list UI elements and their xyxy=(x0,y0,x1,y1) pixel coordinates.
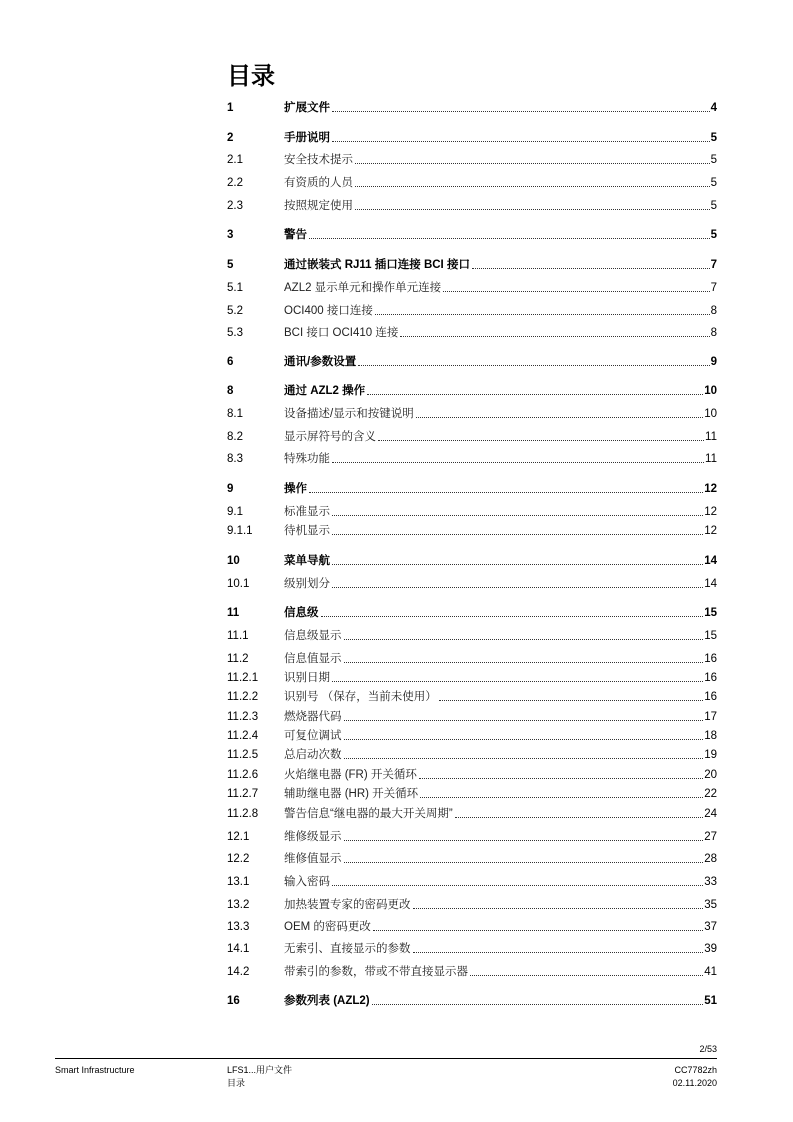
toc-entry-title: 按照规定使用 xyxy=(284,200,353,212)
toc-entry-number: 11.2.1 xyxy=(227,672,259,684)
toc-entry-number: 11.2.8 xyxy=(227,808,259,820)
toc-leader-dots xyxy=(367,393,703,395)
toc-entry-page: 24 xyxy=(704,808,717,820)
toc-entry-number: 12.2 xyxy=(227,853,250,865)
toc-leader-dots xyxy=(332,884,703,886)
toc-entry[interactable] xyxy=(227,226,717,242)
toc-entry-number: 2.3 xyxy=(227,200,243,212)
toc-entry-title: 维修级显示 xyxy=(284,831,342,843)
toc-entry-title: 火焰继电器 (FR) 开关循环 xyxy=(284,769,417,781)
toc-leader-dots xyxy=(344,661,704,663)
toc-entry-title: 识别日期 xyxy=(284,672,330,684)
toc-entry-page: 17 xyxy=(704,711,717,723)
toc-entry[interactable] xyxy=(227,627,717,643)
toc-entry[interactable] xyxy=(227,650,717,666)
toc-entry-number: 11.2.3 xyxy=(227,711,259,723)
toc-entry-number: 11.2 xyxy=(227,653,249,665)
toc-entry-page: 12 xyxy=(704,506,717,518)
toc-entry-page: 41 xyxy=(704,966,717,978)
toc-leader-dots xyxy=(344,719,704,721)
toc-entry-number: 5.2 xyxy=(227,305,243,317)
toc-leader-dots xyxy=(470,974,703,976)
toc-entry[interactable] xyxy=(227,746,717,762)
toc-entry-number: 13.3 xyxy=(227,921,250,933)
toc-entry-number: 12.1 xyxy=(227,831,250,843)
toc-entry-number: 13.1 xyxy=(227,876,250,888)
toc-entry-number: 8.1 xyxy=(227,408,243,420)
toc-entry-title: 特殊功能 xyxy=(284,453,330,465)
toc-entry-title: BCI 接口 OCI410 连接 xyxy=(284,327,399,339)
toc-entry-number: 11.2.7 xyxy=(227,788,259,800)
toc-entry[interactable] xyxy=(227,382,717,398)
toc-entry-page: 15 xyxy=(704,607,717,619)
toc-entry-page: 22 xyxy=(704,788,717,800)
toc-leader-dots xyxy=(372,1003,704,1005)
toc-entry[interactable] xyxy=(227,450,717,466)
toc-entry-number: 5 xyxy=(227,259,234,271)
toc-entry-page: 4 xyxy=(710,102,717,114)
toc-leader-dots xyxy=(309,237,710,239)
toc-entry-page: 11 xyxy=(705,431,717,443)
toc-entry-title: 级别划分 xyxy=(284,578,330,590)
toc-entry-title: 输入密码 xyxy=(284,876,330,888)
toc-entry-page: 14 xyxy=(704,555,717,567)
toc-entry-page: 7 xyxy=(710,282,717,294)
toc-entry-title: 安全技术提示 xyxy=(284,154,353,166)
toc-leader-dots xyxy=(355,162,710,164)
toc-entry-page: 7 xyxy=(710,259,717,271)
footer-doc-code: CC7782zh xyxy=(674,1065,717,1075)
toc-entry[interactable] xyxy=(227,480,717,496)
toc-entry-page: 5 xyxy=(710,154,717,166)
toc-entry-number: 14.1 xyxy=(227,943,250,955)
toc-entry-number: 6 xyxy=(227,356,234,368)
toc-entry-title: 标准显示 xyxy=(284,506,330,518)
toc-entry-title: 加热装置专家的密码更改 xyxy=(284,899,411,911)
toc-leader-dots xyxy=(332,533,703,535)
toc-entry-title: 有资质的人员 xyxy=(284,177,353,189)
toc-leader-dots xyxy=(416,416,704,418)
toc-entry-title: 燃烧器代码 xyxy=(284,711,342,723)
footer-doc-title: LFS1...用户文件 xyxy=(227,1065,293,1075)
toc-leader-dots xyxy=(332,563,703,565)
toc-entry-page: 35 xyxy=(704,899,717,911)
toc-leader-dots xyxy=(443,290,709,292)
toc-entry[interactable] xyxy=(227,918,717,934)
toc-entry-page: 8 xyxy=(710,305,717,317)
toc-entry-page: 37 xyxy=(704,921,717,933)
toc-entry-page: 19 xyxy=(704,749,717,761)
toc-leader-dots xyxy=(472,267,710,269)
toc-entry[interactable] xyxy=(227,405,717,421)
toc-entry[interactable] xyxy=(227,828,717,844)
toc-leader-dots xyxy=(355,185,710,187)
toc-entry-title: 信息级显示 xyxy=(284,630,342,642)
toc-entry-page: 20 xyxy=(704,769,717,781)
toc-leader-dots xyxy=(332,110,710,112)
toc-entry[interactable] xyxy=(227,428,717,444)
toc-entry-number: 5.1 xyxy=(227,282,243,294)
toc-entry-title: 参数列表 (AZL2) xyxy=(284,995,370,1007)
toc-entry-title: 警告信息“继电器的最大开关周期” xyxy=(284,808,453,820)
toc-leader-dots xyxy=(419,777,703,779)
toc-entry-title: 手册说明 xyxy=(284,132,330,144)
toc-entry[interactable] xyxy=(227,302,717,318)
toc-entry-number: 9 xyxy=(227,483,234,495)
toc-entry-title: 维修值显示 xyxy=(284,853,342,865)
toc-entry-number: 1 xyxy=(227,102,234,114)
toc-entry[interactable] xyxy=(227,669,717,685)
page-number: 2/53 xyxy=(699,1044,717,1054)
toc-leader-dots xyxy=(413,907,704,909)
toc-entry[interactable] xyxy=(227,197,717,213)
toc-leader-dots xyxy=(358,364,709,366)
toc-entry-title: 总启动次数 xyxy=(284,749,342,761)
toc-entry[interactable] xyxy=(227,873,717,889)
toc-entry[interactable] xyxy=(227,963,717,979)
toc-entry-title: 信息值显示 xyxy=(284,653,342,665)
toc-entry[interactable] xyxy=(227,503,717,519)
toc-entry-page: 27 xyxy=(704,831,717,843)
footer-section: 目录 xyxy=(227,1078,246,1088)
toc-leader-dots xyxy=(332,586,703,588)
toc-leader-dots xyxy=(344,757,704,759)
toc-entry[interactable] xyxy=(227,766,717,782)
toc-entry[interactable] xyxy=(227,727,717,743)
toc-entry-title: 菜单导航 xyxy=(284,555,330,567)
toc-entry-number: 10.1 xyxy=(227,578,250,590)
toc-entry-page: 5 xyxy=(710,132,717,144)
toc-entry-page: 5 xyxy=(710,177,717,189)
toc-entry-title: 带索引的参数，带或不带直接显示器 xyxy=(284,966,468,978)
toc-entry-number: 11 xyxy=(227,607,240,619)
toc-leader-dots xyxy=(344,638,704,640)
toc-entry-page: 9 xyxy=(710,356,717,368)
toc-entry-title: 显示屏符号的含义 xyxy=(284,431,376,443)
toc-entry-page: 18 xyxy=(704,730,717,742)
toc-entry-page: 14 xyxy=(704,578,717,590)
toc-entry[interactable] xyxy=(227,805,717,821)
toc-entry-page: 51 xyxy=(704,995,717,1007)
toc-leader-dots xyxy=(373,929,703,931)
toc-entry-number: 13.2 xyxy=(227,899,250,911)
toc-entry-number: 8.2 xyxy=(227,431,243,443)
toc-leader-dots xyxy=(455,816,704,818)
toc-entry-number: 14.2 xyxy=(227,966,250,978)
toc-entry-page: 10 xyxy=(704,385,717,397)
toc-entry-title: 通过嵌装式 RJ11 插口连接 BCI 接口 xyxy=(284,259,470,271)
toc-entry-page: 16 xyxy=(704,672,717,684)
toc-entry-title: 设备描述/显示和按键说明 xyxy=(284,408,414,420)
toc-entry[interactable] xyxy=(227,604,717,620)
footer-divider xyxy=(55,1058,717,1059)
toc-entry-number: 11.2.6 xyxy=(227,769,259,781)
toc-entry-number: 2.1 xyxy=(227,154,243,166)
toc-leader-dots xyxy=(420,796,703,798)
toc-entry[interactable] xyxy=(227,522,717,538)
toc-leader-dots xyxy=(400,335,709,337)
toc-entry[interactable] xyxy=(227,575,717,591)
toc-entry[interactable] xyxy=(227,279,717,295)
toc-leader-dots xyxy=(309,491,703,493)
toc-entry[interactable] xyxy=(227,850,717,866)
toc-entry[interactable] xyxy=(227,353,717,369)
toc-leader-dots xyxy=(355,208,710,210)
toc-entry-page: 8 xyxy=(710,327,717,339)
toc-entry[interactable] xyxy=(227,99,717,115)
toc-entry-page: 16 xyxy=(704,653,717,665)
toc-leader-dots xyxy=(378,439,704,441)
toc-entry[interactable] xyxy=(227,324,717,340)
toc-entry-page: 5 xyxy=(710,200,717,212)
toc-entry-page: 28 xyxy=(704,853,717,865)
toc-entry-title: 扩展文件 xyxy=(284,102,330,114)
toc-entry-page: 39 xyxy=(704,943,717,955)
toc-entry-title: 待机显示 xyxy=(284,525,330,537)
page-title: 目录 xyxy=(227,63,275,90)
toc-entry-number: 8.3 xyxy=(227,453,243,465)
toc-leader-dots xyxy=(344,861,704,863)
toc-leader-dots xyxy=(344,738,704,740)
toc-entry[interactable] xyxy=(227,992,717,1008)
toc-entry-number: 16 xyxy=(227,995,240,1007)
toc-entry-number: 3 xyxy=(227,229,234,241)
toc-entry-number: 11.2.5 xyxy=(227,749,259,761)
toc-entry-title: AZL2 显示单元和操作单元连接 xyxy=(284,282,442,294)
toc-entry-title: OCI400 接口连接 xyxy=(284,305,373,317)
toc-entry-number: 11.2.2 xyxy=(227,691,259,703)
toc-entry-title: 可复位调试 xyxy=(284,730,342,742)
toc-entry[interactable] xyxy=(227,785,717,801)
toc-entry-title: 通过 AZL2 操作 xyxy=(284,385,366,397)
toc-entry[interactable] xyxy=(227,708,717,724)
toc-leader-dots xyxy=(321,615,704,617)
toc-entry-number: 9.1.1 xyxy=(227,525,253,537)
toc-leader-dots xyxy=(332,140,710,142)
footer-date: 02.11.2020 xyxy=(672,1078,717,1088)
toc-entry[interactable] xyxy=(227,552,717,568)
toc-entry[interactable] xyxy=(227,174,717,190)
toc-leader-dots xyxy=(439,699,704,701)
toc-leader-dots xyxy=(344,839,704,841)
toc-entry-title: 操作 xyxy=(284,483,307,495)
toc-entry[interactable] xyxy=(227,940,717,956)
toc-entry-number: 5.3 xyxy=(227,327,243,339)
toc-entry-title: 警告 xyxy=(284,229,307,241)
toc-entry-page: 15 xyxy=(704,630,717,642)
toc-leader-dots xyxy=(332,461,704,463)
toc-entry-number: 10 xyxy=(227,555,240,567)
toc-entry[interactable] xyxy=(227,688,717,704)
toc-entry-number: 2 xyxy=(227,132,234,144)
toc-entry-title: 信息级 xyxy=(284,607,319,619)
toc-entry-page: 5 xyxy=(710,229,717,241)
toc-entry-number: 11.2.4 xyxy=(227,730,259,742)
toc-entry-title: 识别号 （保存，当前未使用） xyxy=(284,691,437,703)
toc-entry-page: 33 xyxy=(704,876,717,888)
toc-entry-number: 2.2 xyxy=(227,177,243,189)
toc-entry-number: 8 xyxy=(227,385,234,397)
toc-entry-page: 16 xyxy=(704,691,717,703)
toc-entry-page: 12 xyxy=(704,483,717,495)
toc-entry-title: 辅助继电器 (HR) 开关循环 xyxy=(284,788,419,800)
toc-entry-page: 12 xyxy=(704,525,717,537)
toc-entry-page: 10 xyxy=(704,408,717,420)
toc-leader-dots xyxy=(332,514,703,516)
toc-leader-dots xyxy=(375,313,710,315)
toc-entry-title: OEM 的密码更改 xyxy=(284,921,371,933)
footer-company: Smart Infrastructure xyxy=(55,1065,135,1075)
toc-entry[interactable] xyxy=(227,256,717,272)
toc-leader-dots xyxy=(332,680,703,682)
toc-entry-title: 无索引、直接显示的参数 xyxy=(284,943,411,955)
toc-entry-number: 9.1 xyxy=(227,506,243,518)
toc-leader-dots xyxy=(413,951,704,953)
toc-entry-number: 11.1 xyxy=(227,630,249,642)
toc-entry-page: 11 xyxy=(705,453,717,465)
toc-entry-title: 通讯/参数设置 xyxy=(284,356,357,368)
toc-entry[interactable] xyxy=(227,896,717,912)
toc-entry[interactable] xyxy=(227,151,717,167)
toc-entry[interactable] xyxy=(227,129,717,145)
